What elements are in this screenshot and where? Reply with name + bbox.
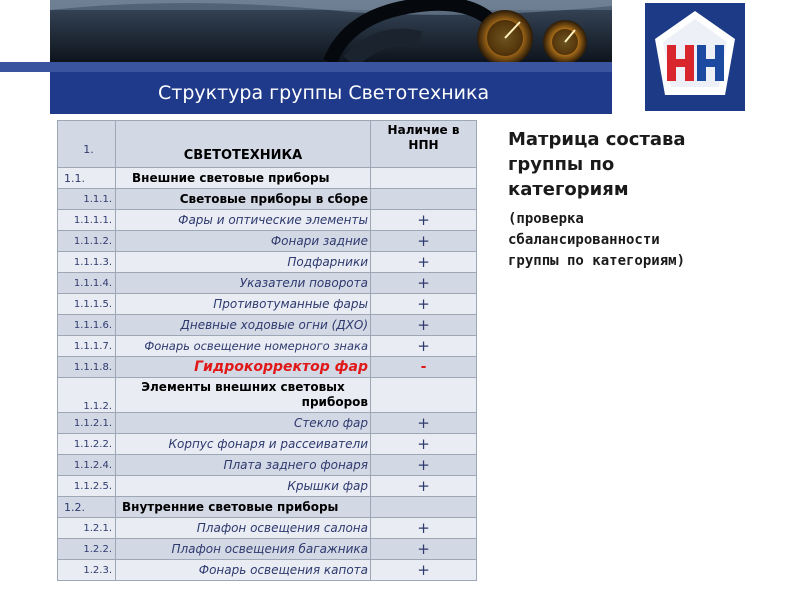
row-num: 1.1.2. bbox=[58, 378, 116, 413]
matrix-heading-line2: группы по bbox=[508, 154, 615, 175]
row-mark bbox=[371, 497, 477, 518]
row-name-line1: Элементы внешних световых bbox=[141, 380, 345, 394]
header-mark-line1: Наличие в bbox=[387, 123, 460, 137]
row-name-highlight: Гидрокорректор фар bbox=[116, 357, 371, 378]
row-name: Фонари задние bbox=[116, 231, 371, 252]
row-name: Противотуманные фары bbox=[116, 294, 371, 315]
header-blue-line bbox=[0, 62, 612, 72]
matrix-subheading bbox=[508, 209, 788, 272]
car-dashboard-photo-icon bbox=[50, 0, 612, 62]
row-mark: + bbox=[371, 539, 477, 560]
row-num: 1.1.1.2. bbox=[58, 231, 116, 252]
row-mark bbox=[371, 189, 477, 210]
row-mark: + bbox=[371, 336, 477, 357]
row-name-line2: приборов bbox=[301, 395, 368, 409]
row-mark bbox=[371, 168, 477, 189]
row-num: 1.1.2.5. bbox=[58, 476, 116, 497]
table-header-row bbox=[58, 121, 477, 168]
row-name: Стекло фар bbox=[116, 413, 371, 434]
matrix-heading-line3: категориям bbox=[508, 179, 629, 200]
row-num: 1.1.2.2. bbox=[58, 434, 116, 455]
nn-logo-icon bbox=[645, 3, 745, 111]
table-row bbox=[58, 252, 477, 273]
row-mark: + bbox=[371, 252, 477, 273]
row-num: 1.1.2.1. bbox=[58, 413, 116, 434]
row-name: Фары и оптические элементы bbox=[116, 210, 371, 231]
row-num: 1.1.1.8. bbox=[58, 357, 116, 378]
row-mark: + bbox=[371, 315, 477, 336]
row-name: Внутренние световые приборы bbox=[116, 497, 371, 518]
matrix-sub-line3: группы по категориям) bbox=[508, 253, 686, 269]
table-row bbox=[58, 560, 477, 581]
row-mark-missing: - bbox=[371, 357, 477, 378]
row-num: 1.1. bbox=[58, 168, 116, 189]
row-num: 1.1.1.7. bbox=[58, 336, 116, 357]
row-num: 1.2.3. bbox=[58, 560, 116, 581]
category-matrix-table bbox=[57, 120, 477, 581]
matrix-sub-line1: (проверка bbox=[508, 211, 584, 227]
row-mark: + bbox=[371, 294, 477, 315]
row-name: Дневные ходовые огни (ДХО) bbox=[116, 315, 371, 336]
row-num: 1.2.1. bbox=[58, 518, 116, 539]
row-name: Указатели поворота bbox=[116, 273, 371, 294]
table-row bbox=[58, 539, 477, 560]
table-row bbox=[58, 315, 477, 336]
row-name: Световые приборы в сборе bbox=[116, 189, 371, 210]
table-row bbox=[58, 294, 477, 315]
row-num: 1.1.1.4. bbox=[58, 273, 116, 294]
table-row bbox=[58, 518, 477, 539]
row-name: Подфарники bbox=[116, 252, 371, 273]
table-row bbox=[58, 378, 477, 413]
row-num: 1.2. bbox=[58, 497, 116, 518]
row-name: Внешние световые приборы bbox=[116, 168, 371, 189]
row-mark: + bbox=[371, 476, 477, 497]
row-name: Крышки фар bbox=[116, 476, 371, 497]
header-mark bbox=[371, 121, 477, 168]
matrix-heading bbox=[508, 127, 788, 202]
row-name bbox=[116, 378, 371, 413]
row-name: Плафон освещения багажника bbox=[116, 539, 371, 560]
page-title: Структура группы Светотехника bbox=[158, 82, 490, 104]
row-num: 1.2.2. bbox=[58, 539, 116, 560]
row-num: 1.1.1.1. bbox=[58, 210, 116, 231]
row-mark: + bbox=[371, 210, 477, 231]
table-row bbox=[58, 434, 477, 455]
row-mark: + bbox=[371, 455, 477, 476]
row-mark: + bbox=[371, 273, 477, 294]
row-name: Плата заднего фонаря bbox=[116, 455, 371, 476]
row-mark bbox=[371, 378, 477, 413]
matrix-sub-line2: сбалансированности bbox=[508, 232, 660, 248]
row-mark: + bbox=[371, 413, 477, 434]
header-num: 1. bbox=[58, 121, 116, 168]
row-mark: + bbox=[371, 560, 477, 581]
row-mark: + bbox=[371, 434, 477, 455]
table-row bbox=[58, 455, 477, 476]
row-name: Фонарь освещение номерного знака bbox=[116, 336, 371, 357]
row-num: 1.1.1. bbox=[58, 189, 116, 210]
table-row bbox=[58, 189, 477, 210]
row-name: Фонарь освещения капота bbox=[116, 560, 371, 581]
row-mark: + bbox=[371, 518, 477, 539]
row-name: Плафон освещения салона bbox=[116, 518, 371, 539]
table-row bbox=[58, 168, 477, 189]
row-mark: + bbox=[371, 231, 477, 252]
header-mark-line2: НПН bbox=[408, 138, 439, 152]
matrix-heading-line1: Матрица состава bbox=[508, 129, 686, 150]
table-row bbox=[58, 476, 477, 497]
row-num: 1.1.2.4. bbox=[58, 455, 116, 476]
row-name: Корпус фонаря и рассеиватели bbox=[116, 434, 371, 455]
table-row bbox=[58, 231, 477, 252]
table-row bbox=[58, 336, 477, 357]
table-row bbox=[58, 357, 477, 378]
row-num: 1.1.1.3. bbox=[58, 252, 116, 273]
row-num: 1.1.1.5. bbox=[58, 294, 116, 315]
table-row bbox=[58, 273, 477, 294]
row-num: 1.1.1.6. bbox=[58, 315, 116, 336]
table-row bbox=[58, 413, 477, 434]
table-row bbox=[58, 497, 477, 518]
header-name: СВЕТОТЕХНИКА bbox=[116, 121, 371, 168]
table-row bbox=[58, 210, 477, 231]
